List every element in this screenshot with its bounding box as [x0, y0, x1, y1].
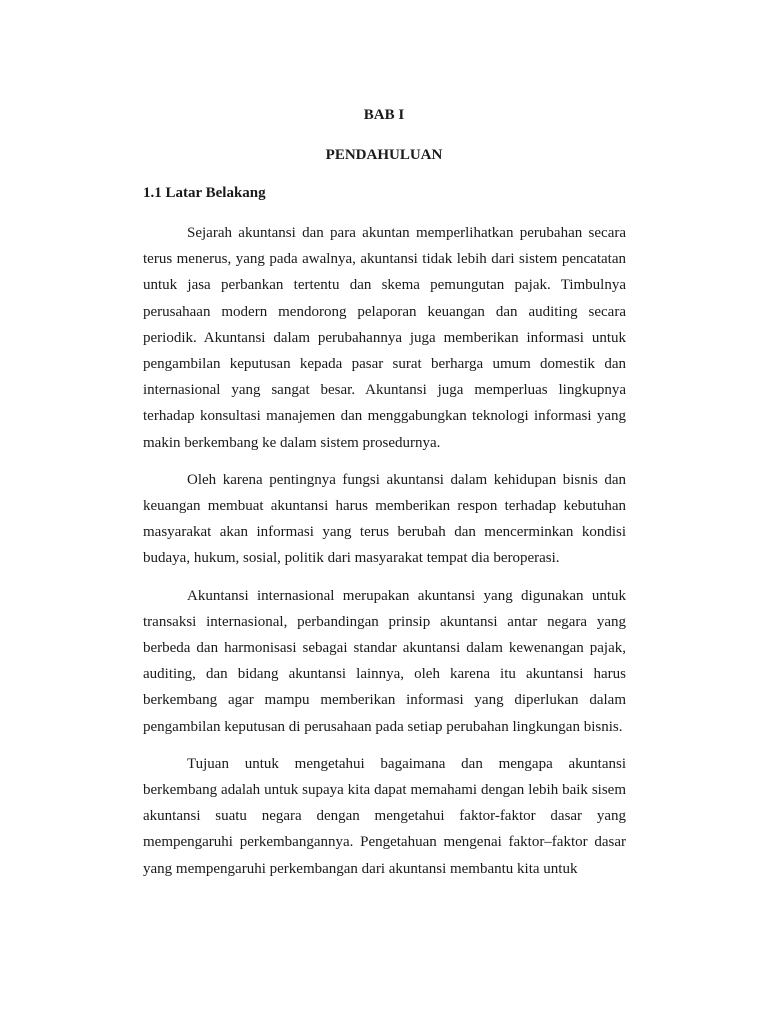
chapter-title: PENDAHULUAN: [325, 147, 443, 163]
paragraph: Sejarah akuntansi dan para akuntan memperlihatkan perubahan secara terus menerus, yang pada awalnya, akuntansi tidak lebih dari sistem pencatatan untuk jasa perbankan tertentu dan skema pemungutan pajak. Timbulnya perusahaan modern mendorong pelaporan keuangan dan auditing secara periodik. Akuntansi dalam perubahannya juga memberikan informasi untuk pengambilan keputusan kepada pasar surat berharga umum domestik dan internasional yang sangat besar. Akuntansi juga memperluas lingkupnya terhadap konsultasi manajemen dan menggabungkan teknologi informasi yang makin berkembang ke dalam sistem prosedurnya.: [143, 225, 626, 451]
paragraph: Oleh karena pentingnya fungsi akuntansi dalam kehidupan bisnis dan keuangan membuat akuntansi harus memberikan respon terhadap kebutuhan masyarakat akan informasi yang terus berubah dan mencerminkan kondisi budaya, hukum, sosial, politik dari masyarakat tempat dia beroperasi.: [143, 471, 626, 567]
paragraph: Tujuan untuk mengetahui bagaimana dan mengapa akuntansi berkembang adalah untuk supaya kita dapat memahami dengan lebih baik sisem akuntansi suatu negara dengan mengetahui faktor-faktor dasar yang mempengaruhi perkembangannya. Pengetahuan mengenai faktor–faktor dasar yang mempengaruhi perkembangan dari akuntansi membantu kita untuk: [143, 755, 626, 877]
paragraph: Akuntansi internasional merupakan akuntansi yang digunakan untuk transaksi internasional, perbandingan prinsip akuntansi antar negara yang berbeda dan harmonisasi sebagai standar akuntansi dalam kewenangan pajak, auditing, dan bidang akuntansi lainnya, oleh karena itu akuntansi harus berkembang agar mampu memberikan informasi yang diperlukan dalam pengambilan keputusan di perusahaan pada setiap perubahan lingkungan bisnis.: [143, 587, 626, 735]
chapter-number: BAB I: [363, 107, 405, 123]
section-heading: 1.1 Latar Belakang: [143, 185, 266, 201]
body-text: [143, 220, 626, 893]
